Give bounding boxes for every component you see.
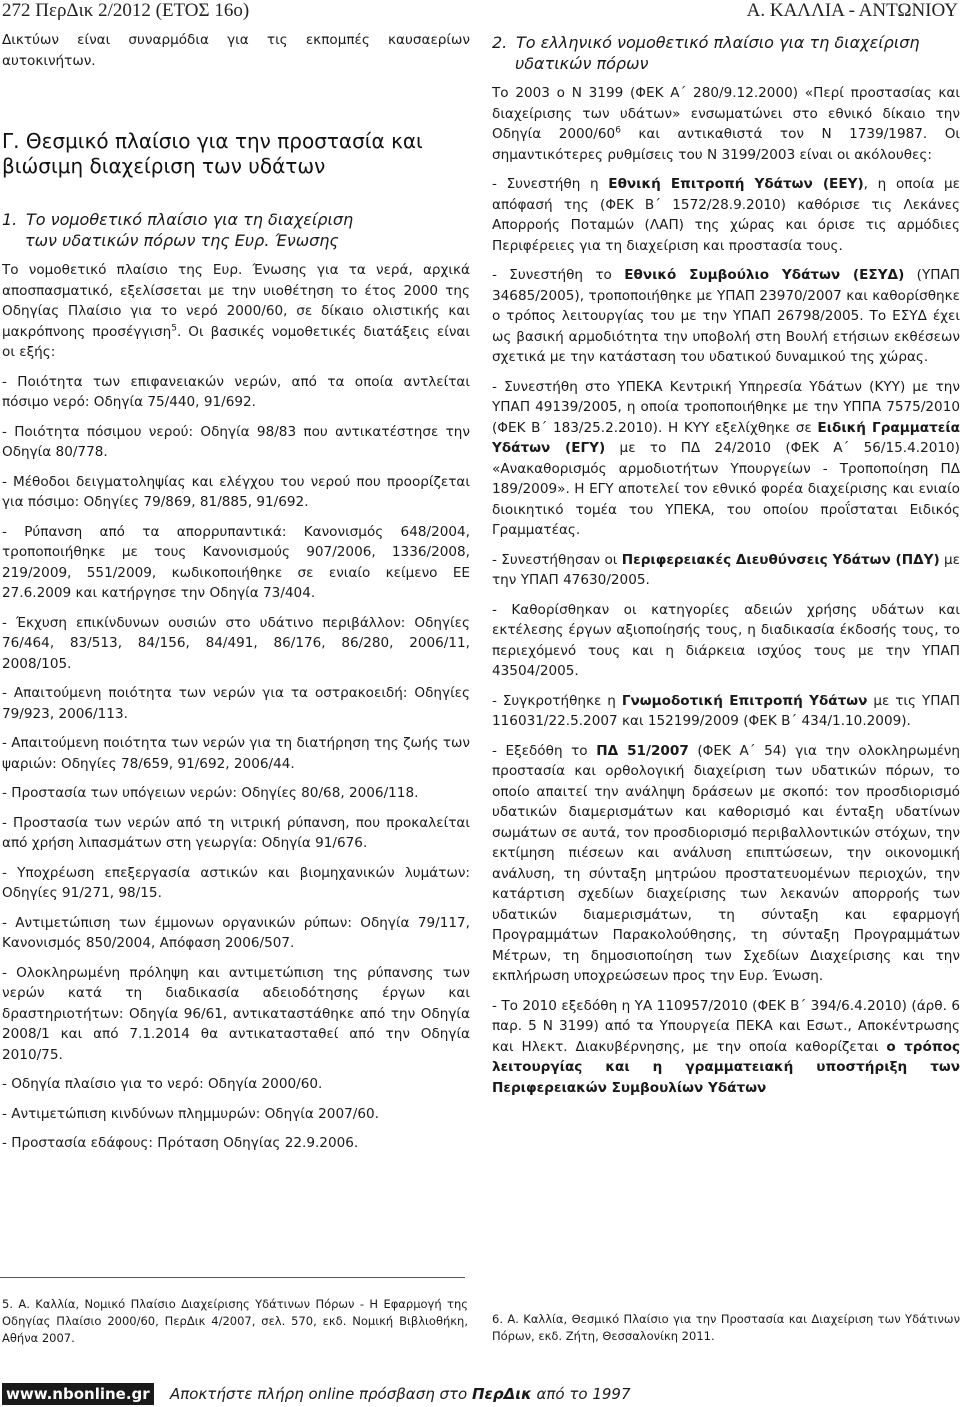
item-bold: Εθνικό Συμβούλιο Υδάτων (ΕΣΥΔ) bbox=[624, 267, 905, 283]
item-text: - Εξεδόθη το bbox=[492, 742, 597, 759]
subsection-number: 1. bbox=[2, 210, 18, 229]
list-item: - Ολοκληρωμένη πρόληψη και αντιμετώπιση της ρύπανσης των νερών κατά τη διαδικασία αδειοδότησης έργων και δραστηριοτήτων: Οδηγία 96/61, αντικαταστάθηκε από την Οδηγία 2008/1 και από 7.1.2014 θα αντικατασταθεί από την Οδηγία 2010/75. bbox=[2, 964, 470, 1063]
list-item: - Έκχυση επικίνδυνων ουσιών στο υδάτινο περιβάλλον: Οδηγίες 76/464, 83/513, 84/156, 84/491, 86/176, 86/280, 2006/11, 2008/105. bbox=[2, 614, 470, 672]
list-item: - Καθορίσθηκαν οι κατηγορίες αδειών χρήσης υδάτων και εκτέλεσης έργων αξιοποίησής τους, η διαδικασία έκδοσής τους, το περιεχόμενό τους και η διάρκεια ισχύος τους με την ΥΠΑΠ 43504/2005. bbox=[492, 601, 960, 679]
footnote-5 bbox=[2, 1296, 468, 1347]
item-bold: Γνωμοδοτική Επιτροπή Υδάτων bbox=[621, 692, 868, 709]
list-item: - Μέθοδοι δειγματοληψίας και ελέγχου του νερού που προορίζεται για πόσιμο: Οδηγίες 79/869, 81/885, 91/692. bbox=[2, 473, 470, 510]
subsection-title-line1: Το νομοθετικό πλαίσιο για τη διαχείριση bbox=[26, 210, 354, 229]
promo-journal-name: ΠερΔικ bbox=[471, 1385, 532, 1403]
list-item bbox=[492, 265, 960, 368]
item-bold: ΠΔ 51/2007 bbox=[596, 742, 689, 759]
list-item: - Προστασία των νερών από τη νιτρική ρύπανση, που προκαλείται από χρήση λιπασμάτων στη γεωργία: Οδηγία 91/676. bbox=[2, 814, 470, 851]
item-text: με το ΠΔ 24/2010 (ΦΕΚ Α΄ 56/15.4.2010) «Ανακαθορισμός αρμοδιοτήτων Υπουργείων - Τροποποίηση ΠΔ 189/2009». Η ΕΓΥ αποτελεί τον εθνικό φορέα διαχείρισης και ενιαίο διοικητικό τομέα του ΥΠΕΚΑ, του οποίου προΐσταται Ειδικός Γραμματέας. bbox=[492, 440, 960, 538]
footnote-ref[interactable]: 5 bbox=[171, 322, 177, 333]
website-link[interactable]: www.nbonline.gr bbox=[2, 1383, 154, 1405]
item-bold: ο τρόπος λειτουργίας και η γραμματειακή υποστήριξη των Περιφερειακών Συμβουλίων Υδάτων bbox=[492, 1038, 960, 1096]
body-paragraph bbox=[2, 260, 470, 363]
list-item: - Υποχρέωση επεξεργασία αστικών και βιομηχανικών λυμάτων: Οδηγίες 91/271, 98/15. bbox=[2, 864, 470, 901]
list-item: - Οδηγία πλαίσιο για το νερό: Οδηγία 2000/60. bbox=[2, 1076, 323, 1092]
list-item bbox=[492, 174, 960, 256]
list-item: - Απαιτούμενη ποιότητα των νερών για τη διατήρηση της ζωής των ψαριών: Οδηγίες 78/659, 91/692, 2006/44. bbox=[2, 735, 470, 772]
para-text-end: και αντικαθιστά τον Ν 1739/1987. Οι σημαντικότερες ρυθμίσεις του Ν 3199/2003 είναι οι ακόλουθες: bbox=[492, 126, 960, 163]
item-text: , η οποία με απόφασή της (ΦΕΚ Β΄ 1572/28.9.2010) καθόρισε τις Λεκάνες Απορροής Ποταμών (ΛΑΠ) της χώρας και όρισε τις αρμόδιες Περιφέρειες για τη διαχείριση και προστασία τους. bbox=[492, 176, 960, 254]
list-item: - Ρύπανση από τα απορρυπαντικά: Κανονισμός 648/2004, τροποποιήθηκε με τους Κανονισμούς 907/2006, 1336/2008, 219/2009, 551/2009, κωδικοποιήθηκε σε ενιαίο κείμενο ΕΕ 27.6.2009 και κατήργησε την Οδηγία 73/404. bbox=[2, 523, 470, 601]
list-item: - Αντιμετώπιση κινδύνων πλημμυρών: Οδηγία 2007/60. bbox=[2, 1105, 379, 1122]
item-text: - Συνεστήθη το bbox=[492, 267, 625, 283]
promo-text bbox=[170, 1381, 631, 1407]
left-column bbox=[2, 30, 470, 1163]
list-item bbox=[492, 550, 960, 591]
list-item: - Ποιότητα των επιφανειακών νερών, από τα οποία αντλείται πόσιμο νερό: Οδηγία 75/440, 91/692. bbox=[2, 373, 470, 410]
right-column bbox=[492, 32, 960, 1107]
para-text: Το 2003 ο Ν 3199 (ΦΕΚ Α΄ 280/9.12.2000) «Περί προστασίας και διαχείρισης των υδάτων» ενσωματώνει στο εθνικό δίκαιο την Οδηγία 2000/60 bbox=[492, 85, 960, 142]
list-item bbox=[492, 691, 960, 732]
list-item bbox=[492, 377, 960, 541]
item-text: - Συγκροτήθηκε η bbox=[492, 692, 622, 709]
item-bold: Περιφερειακές Διευθύνσεις Υδάτων (ΠΔΥ) bbox=[621, 551, 940, 568]
item-text: - Συνεστήθη στο ΥΠΕΚΑ Κεντρική Υπηρεσία Υδάτων (ΚΥΥ) με την ΥΠΑΠ 49139/2005, η οποία τροποποιήθηκε με την ΥΠΠΑ 7575/2010 (ΦΕΚ Β΄ 183/25.2.2010). Η ΚΥΥ εξελίχθηκε σε bbox=[492, 378, 960, 436]
promo-text-a: Αποκτήστε πλήρη online πρόσβαση στο bbox=[170, 1385, 472, 1403]
list-item: - Προστασία των υπόγειων νερών: Οδηγίες 80/68, 2006/118. bbox=[2, 785, 419, 801]
item-text: με τις ΥΠΑΠ 116031/22.5.2007 και 152199/2009 (ΦΕΚ Β΄ 434/1.10.2009). bbox=[492, 692, 960, 729]
author-name: Α. ΚΑΛΛΙΑ - ΑΝΤΩΝΙΟΥ bbox=[746, 0, 958, 21]
list-item bbox=[492, 741, 960, 987]
subsection-heading bbox=[2, 209, 470, 251]
subsection-heading bbox=[492, 32, 960, 74]
list-item: - Προστασία εδάφους: Πρόταση Οδηγίας 22.9.2006. bbox=[2, 1135, 359, 1151]
item-bold: Εθνική Επιτροπή Υδάτων (ΕΕΥ) bbox=[608, 176, 864, 192]
intro-paragraph: Δικτύων είναι συναρμόδια για τις εκπομπές καυσαερίων αυτοκινήτων. bbox=[2, 32, 470, 69]
footnote-ref[interactable]: 6 bbox=[615, 125, 621, 136]
item-text: (ΦΕΚ Α΄ 54) για την ολοκληρωμένη προστασία και ορθολογική διαχείριση των υδατικών πόρων, το οποίο απαιτεί την ανάληψη δράσεων με σκοπό: τον προσδιορισμό υδατικών διαμερισμάτων και καθορισμό και ένταξη υδατίνων σωμάτων σε αυτά, τον προσδιορισμό περιβαλλοντικών στόχων, την εκτίμηση πιέσεων και ανάλυση επιπτώσεων, την οικονομική ανάλυση, τη σύνταξη μητρώου προστατευομένων περιοχών, την κατάρτιση σχεδίων διαχείρισης των λεκανών απορροής των υδατικών διαμερισμάτων, τη σύνταξη και εφαρμογή Προγραμμάτων Παρακολούθησης, τη σύνταξη Προγραμμάτων Μέτρων, τη δημοσιοποίηση των Σχεδίων Διαχείρισης και την εκπλήρωση υποχρεώσεων προς την Ευρ. Ένωση. bbox=[492, 742, 960, 984]
subsection-title-line2: υδατικών πόρων bbox=[515, 54, 649, 73]
body-paragraph bbox=[492, 83, 960, 165]
page-header bbox=[0, 0, 960, 26]
item-text: - Το 2010 εξεδόθη η ΥΑ 110957/2010 (ΦΕΚ Β΄ 394/6.4.2010) (άρθ. 6 παρ. 5 Ν 3199) από τα Υπουργεία ΠΕΚΑ και Εσωτ., Αποκέντρωσης και Ηλεκτ. Διακυβέρνησης, με την οποία καθορίζεται bbox=[492, 997, 960, 1055]
footnote-divider bbox=[0, 1277, 465, 1278]
section-heading: Γ. Θεσμικό πλαίσιο για την προστασία και βιώσιμη διαχείριση των υδάτων bbox=[2, 129, 423, 178]
item-text: - Συνεστήθησαν οι bbox=[492, 551, 622, 568]
item-text: - Συνεστήθη η bbox=[492, 176, 609, 192]
footnote-6 bbox=[492, 1311, 960, 1345]
footnote-text: 5. Α. Καλλία, Νομικό Πλαίσιο Διαχείρισης Υδάτινων Πόρων - Η Εφαρμογή της Οδηγίας Πλαίσιο 2000/60, ΠερΔικ 4/2007, σελ. 570, εκδ. Νομική Βιβλιοθήκη, Αθήνα 2007. bbox=[2, 1297, 468, 1345]
para-text-end: . Οι βασικές νομοθετικές διατάξεις είναι οι εξής: bbox=[2, 323, 470, 360]
page-footer bbox=[0, 1381, 960, 1407]
item-text: με την ΥΠΑΠ 47630/2005. bbox=[492, 551, 960, 588]
page-number-journal: 272 ΠερΔικ 2/2012 (ΕΤΟΣ 16ο) bbox=[2, 0, 250, 21]
promo-text-c: από το 1997 bbox=[531, 1385, 631, 1403]
para-text: Το νομοθετικό πλαίσιο της Ευρ. Ένωσης για τα νερά, αρχικά αποσπασματικό, εξελίσσεται με την υιοθέτηση το έτος 2000 της Οδηγίας Πλαίσιο για το νερό 2000/60, σε δίκαιο ολιστικής και μακρόπνοης προσέγγιση bbox=[2, 262, 470, 340]
list-item bbox=[492, 996, 960, 1099]
footnote-text: 6. Α. Καλλία, Θεσμικό Πλαίσιο για την Προστασία και Διαχείριση των Υδάτινων Πόρων, εκδ. Ζήτη, Θεσσαλονίκη 2011. bbox=[492, 1312, 960, 1343]
subsection-title-line2: των υδατικών πόρων της Ευρ. Ένωσης bbox=[25, 231, 339, 250]
list-item: - Απαιτούμενη ποιότητα των νερών για τα οστρακοειδή: Οδηγίες 79/923, 2006/113. bbox=[2, 685, 470, 722]
item-text: (ΥΠΑΠ 34685/2005), τροποποιήθηκε με ΥΠΑΠ 23970/2007 και καθορίσθηκε ο τρόπος λειτουργίας του με την ΥΠΑΠ 26798/2005. Το ΕΣΥΔ έχει ως βασική αρμοδιότητα την υποβολή στη Βουλή ετήσιων εκθέσεων σχετικά με την κατάσταση του υδατικού δυναμικού της χώρας. bbox=[492, 267, 960, 365]
item-bold: Ειδική Γραμματεία Υδάτων (ΕΓΥ) bbox=[492, 419, 960, 456]
subsection-number: 2. bbox=[492, 33, 508, 52]
subsection-title-line1: Το ελληνικό νομοθετικό πλαίσιο για τη διαχείριση bbox=[516, 33, 920, 52]
list-item: - Αντιμετώπιση των έμμονων οργανικών ρύπων: Οδηγία 79/117, Κανονισμός 850/2004, Απόφαση 2006/507. bbox=[2, 914, 470, 951]
list-item: - Ποιότητα πόσιμου νερού: Οδηγία 98/83 που αντικατέστησε την Οδηγία 80/778. bbox=[2, 423, 470, 460]
